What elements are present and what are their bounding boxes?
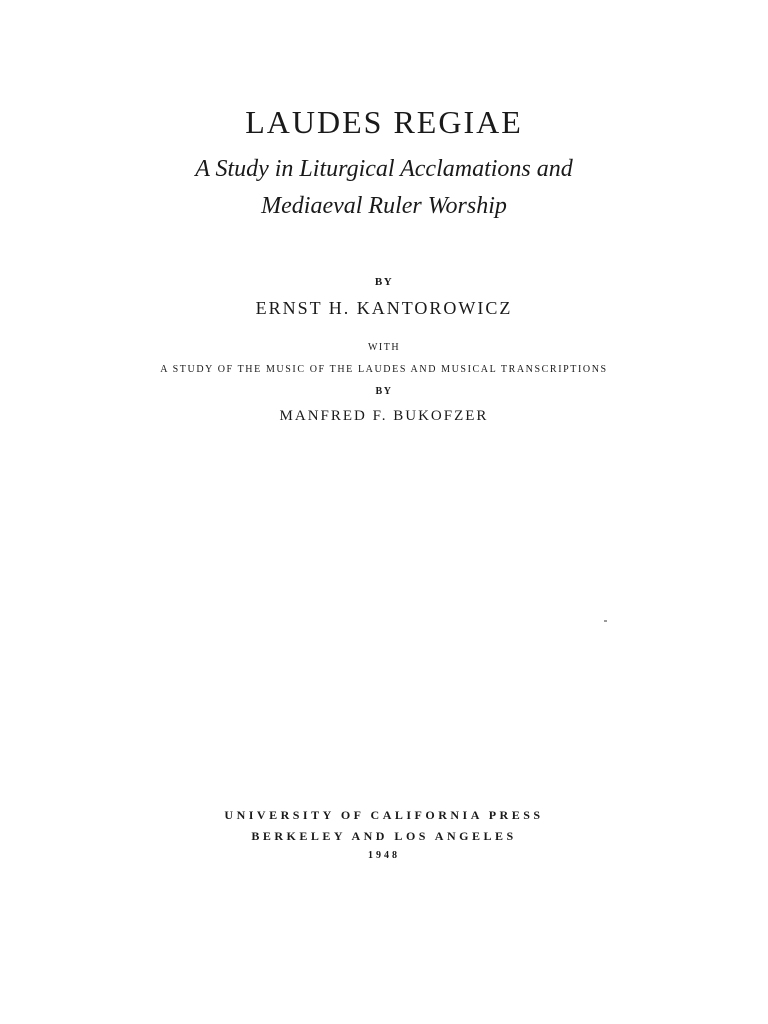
by-label-contributor: BY xyxy=(375,386,393,397)
scan-speck xyxy=(604,620,607,622)
author-name: ERNST H. KANTOROWICZ xyxy=(255,298,513,318)
publication-year: 1948 xyxy=(368,850,400,861)
contributor-name: MANFRED F. BUKOFZER xyxy=(279,408,489,424)
by-label-author: BY xyxy=(374,276,394,288)
with-label: WITH xyxy=(367,342,401,353)
publisher-name: UNIVERSITY OF CALIFORNIA PRESS xyxy=(224,808,544,822)
music-study-description: A STUDY OF THE MUSIC OF THE LAUDES AND MUSICAL TRANSCRIPTIONS xyxy=(160,364,608,375)
book-subtitle-line-1: A Study in Liturgical Acclamations and xyxy=(195,156,573,182)
book-subtitle-line-2: Mediaeval Ruler Worship xyxy=(261,193,507,219)
book-title: LAUDES REGIAE xyxy=(245,104,523,140)
publisher-place: BERKELEY AND LOS ANGELES xyxy=(251,829,517,843)
